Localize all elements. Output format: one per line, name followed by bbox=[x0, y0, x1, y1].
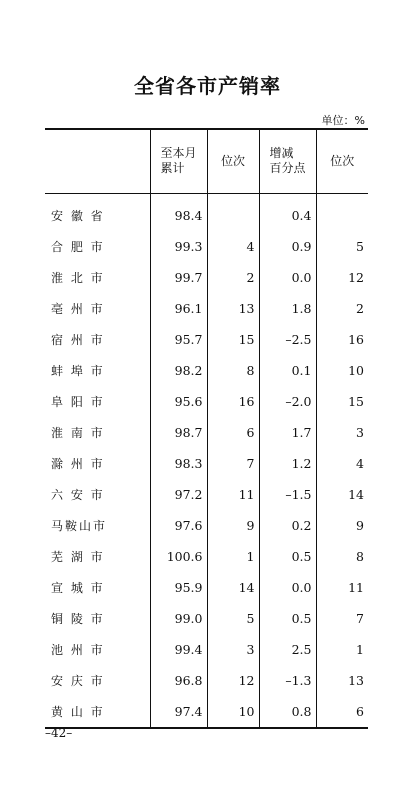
change-rank-cell: 5 bbox=[316, 231, 368, 262]
table-row bbox=[45, 696, 368, 728]
cumulative-rate-cell: 99.0 bbox=[150, 603, 207, 634]
table-row bbox=[45, 231, 368, 262]
cumulative-rate-cell: 98.2 bbox=[150, 355, 207, 386]
rank-cell: 10 bbox=[207, 696, 259, 728]
change-rank-cell: 8 bbox=[316, 541, 368, 572]
rank-cell: 5 bbox=[207, 603, 259, 634]
change-points-cell: –2.0 bbox=[259, 386, 316, 417]
region-name-cell: 宣 城 市 bbox=[45, 572, 150, 603]
cumulative-rate-cell: 99.3 bbox=[150, 231, 207, 262]
region-name-cell: 六 安 市 bbox=[45, 479, 150, 510]
rank-cell: 3 bbox=[207, 634, 259, 665]
region-name-cell: 宿 州 市 bbox=[45, 324, 150, 355]
table-row bbox=[45, 355, 368, 386]
header-change bbox=[259, 129, 316, 193]
rank-cell: 8 bbox=[207, 355, 259, 386]
change-points-cell: 1.8 bbox=[259, 293, 316, 324]
region-name-cell: 淮 南 市 bbox=[45, 417, 150, 448]
table-row bbox=[45, 510, 368, 541]
header-change-label: 增减 百分点 bbox=[269, 146, 306, 176]
rank-cell: 15 bbox=[207, 324, 259, 355]
table-row bbox=[45, 324, 368, 355]
header-rank-label: 位次 bbox=[220, 153, 245, 168]
rank-cell: 11 bbox=[207, 479, 259, 510]
region-name-cell: 合 肥 市 bbox=[45, 231, 150, 262]
change-rank-cell bbox=[316, 193, 368, 231]
cumulative-rate-cell: 96.8 bbox=[150, 665, 207, 696]
change-rank-cell: 14 bbox=[316, 479, 368, 510]
rank-cell: 4 bbox=[207, 231, 259, 262]
change-rank-cell: 12 bbox=[316, 262, 368, 293]
rank-cell bbox=[207, 193, 259, 231]
rank-cell: 13 bbox=[207, 293, 259, 324]
region-name-cell: 亳 州 市 bbox=[45, 293, 150, 324]
change-points-cell: 1.7 bbox=[259, 417, 316, 448]
header-rank-change bbox=[316, 129, 368, 193]
region-name-cell: 滁 州 市 bbox=[45, 448, 150, 479]
page-number: –42– bbox=[45, 726, 73, 740]
rank-cell: 14 bbox=[207, 572, 259, 603]
cumulative-rate-cell: 96.1 bbox=[150, 293, 207, 324]
region-name-cell: 安 徽 省 bbox=[45, 193, 150, 231]
table-row bbox=[45, 448, 368, 479]
table-row bbox=[45, 603, 368, 634]
change-rank-cell: 7 bbox=[316, 603, 368, 634]
header-rank-change-label: 位次 bbox=[330, 153, 355, 168]
region-name-cell: 芜 湖 市 bbox=[45, 541, 150, 572]
cumulative-rate-cell: 97.6 bbox=[150, 510, 207, 541]
region-name-cell: 淮 北 市 bbox=[45, 262, 150, 293]
table-row bbox=[45, 417, 368, 448]
region-name-cell: 阜 阳 市 bbox=[45, 386, 150, 417]
region-name-cell: 池 州 市 bbox=[45, 634, 150, 665]
change-points-cell: 0.5 bbox=[259, 541, 316, 572]
header-cumulative-label: 至本月 累计 bbox=[160, 146, 197, 176]
region-name-cell: 马鞍山市 bbox=[45, 510, 150, 541]
change-points-cell: 0.1 bbox=[259, 355, 316, 386]
change-rank-cell: 10 bbox=[316, 355, 368, 386]
header-cumulative bbox=[150, 129, 207, 193]
table-row bbox=[45, 262, 368, 293]
cumulative-rate-cell: 95.7 bbox=[150, 324, 207, 355]
change-points-cell: 1.2 bbox=[259, 448, 316, 479]
rank-cell: 7 bbox=[207, 448, 259, 479]
page-title: 全省各市产销率 bbox=[134, 74, 281, 98]
change-rank-cell: 6 bbox=[316, 696, 368, 728]
change-rank-cell: 11 bbox=[316, 572, 368, 603]
cumulative-rate-cell: 97.2 bbox=[150, 479, 207, 510]
change-points-cell: 0.9 bbox=[259, 231, 316, 262]
change-points-cell: 0.0 bbox=[259, 572, 316, 603]
change-points-cell: 0.0 bbox=[259, 262, 316, 293]
table-row bbox=[45, 665, 368, 696]
table-row bbox=[45, 634, 368, 665]
header-region bbox=[45, 129, 150, 193]
region-name-cell: 蚌 埠 市 bbox=[45, 355, 150, 386]
table-row bbox=[45, 193, 368, 231]
table-row bbox=[45, 572, 368, 603]
cumulative-rate-cell: 98.4 bbox=[150, 193, 207, 231]
table-row bbox=[45, 293, 368, 324]
change-points-cell: –2.5 bbox=[259, 324, 316, 355]
change-rank-cell: 13 bbox=[316, 665, 368, 696]
change-points-cell: –1.5 bbox=[259, 479, 316, 510]
cumulative-rate-cell: 98.7 bbox=[150, 417, 207, 448]
change-points-cell: –1.3 bbox=[259, 665, 316, 696]
change-rank-cell: 3 bbox=[316, 417, 368, 448]
change-rank-cell: 16 bbox=[316, 324, 368, 355]
change-rank-cell: 4 bbox=[316, 448, 368, 479]
change-rank-cell: 2 bbox=[316, 293, 368, 324]
rank-cell: 12 bbox=[207, 665, 259, 696]
cumulative-rate-cell: 99.7 bbox=[150, 262, 207, 293]
change-rank-cell: 9 bbox=[316, 510, 368, 541]
rank-cell: 1 bbox=[207, 541, 259, 572]
region-name-cell: 安 庆 市 bbox=[45, 665, 150, 696]
change-rank-cell: 1 bbox=[316, 634, 368, 665]
change-points-cell: 2.5 bbox=[259, 634, 316, 665]
cumulative-rate-cell: 95.9 bbox=[150, 572, 207, 603]
table-header-row bbox=[45, 129, 368, 193]
change-rank-cell: 15 bbox=[316, 386, 368, 417]
cumulative-rate-cell: 99.4 bbox=[150, 634, 207, 665]
rank-cell: 6 bbox=[207, 417, 259, 448]
change-points-cell: 0.5 bbox=[259, 603, 316, 634]
unit-label: 单位：% bbox=[321, 114, 365, 127]
table-row bbox=[45, 479, 368, 510]
cumulative-rate-cell: 98.3 bbox=[150, 448, 207, 479]
rank-cell: 2 bbox=[207, 262, 259, 293]
cumulative-rate-cell: 97.4 bbox=[150, 696, 207, 728]
change-points-cell: 0.2 bbox=[259, 510, 316, 541]
region-name-cell: 铜 陵 市 bbox=[45, 603, 150, 634]
change-points-cell: 0.4 bbox=[259, 193, 316, 231]
table-row bbox=[45, 386, 368, 417]
table-row bbox=[45, 541, 368, 572]
cumulative-rate-cell: 100.6 bbox=[150, 541, 207, 572]
cumulative-rate-cell: 95.6 bbox=[150, 386, 207, 417]
header-rank bbox=[207, 129, 259, 193]
sales-rate-table bbox=[45, 128, 368, 729]
rank-cell: 9 bbox=[207, 510, 259, 541]
region-name-cell: 黄 山 市 bbox=[45, 696, 150, 728]
change-points-cell: 0.8 bbox=[259, 696, 316, 728]
rank-cell: 16 bbox=[207, 386, 259, 417]
